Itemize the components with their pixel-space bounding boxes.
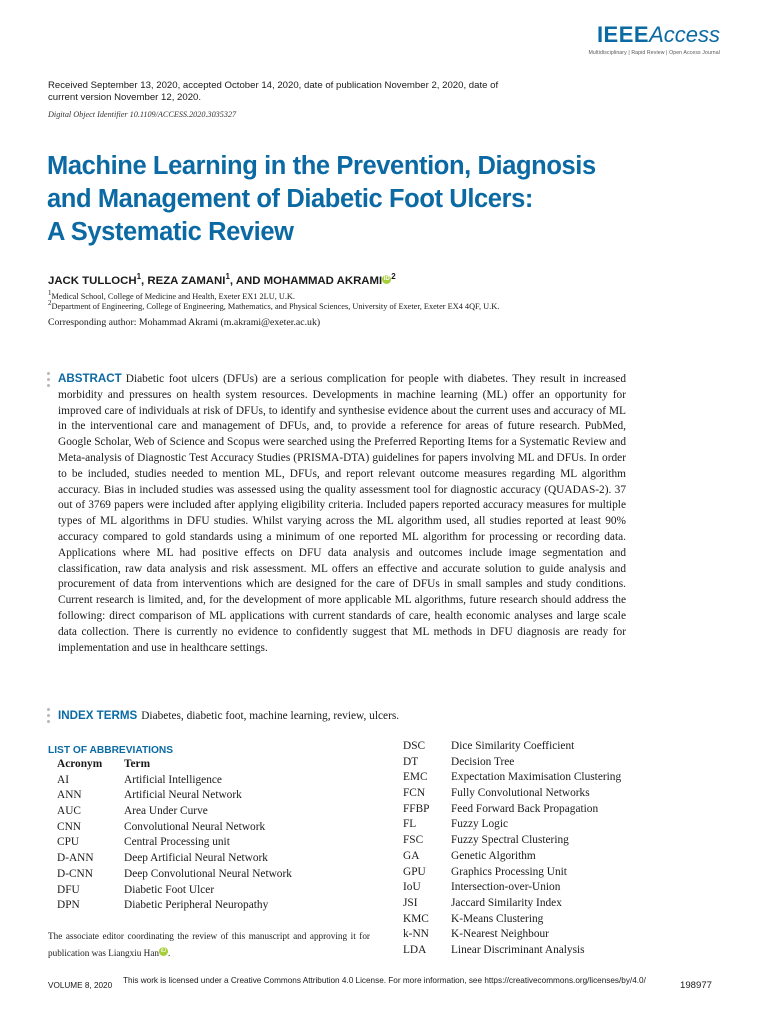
abbreviation-acronym: GA xyxy=(403,849,420,862)
abbreviation-row xyxy=(403,802,621,818)
abbreviation-term: Diabetic Peripheral Neuropathy xyxy=(124,899,269,912)
abbreviation-acronym: FCN xyxy=(403,787,426,800)
abbreviation-term: Area Under Curve xyxy=(124,805,208,818)
affiliation-2 xyxy=(48,300,499,311)
journal-brand xyxy=(589,24,721,46)
author-1-affiliation: 1 xyxy=(136,272,142,281)
abbreviation-term: Convolutional Neural Network xyxy=(124,820,266,833)
volume-info: VOLUME 8, 2020 xyxy=(48,981,113,990)
abbreviation-acronym: k-NN xyxy=(403,928,429,941)
abbreviation-acronym: DPN xyxy=(57,899,80,912)
paper-title xyxy=(47,150,667,249)
index-terms xyxy=(58,709,399,722)
journal-tagline: Multidisciplinary | Rapid Review | Open Access Journal xyxy=(588,50,720,56)
abbreviation-row xyxy=(403,927,621,943)
abbreviation-row xyxy=(57,804,292,820)
abbreviation-acronym: D-ANN xyxy=(57,852,94,865)
abbreviation-term: Central Processing unit xyxy=(124,836,230,849)
doi[interactable]: Digital Object Identifier 10.1109/ACCESS.2020.3035327 xyxy=(48,110,237,119)
index-terms-dots-icon xyxy=(47,708,51,726)
abbreviations-table-right xyxy=(403,739,621,959)
abbreviation-acronym: JSI xyxy=(403,896,418,909)
abbreviation-term: Graphics Processing Unit xyxy=(451,865,567,878)
abbreviation-term: Jaccard Similarity Index xyxy=(451,896,562,909)
author-2: REZA ZAMANI xyxy=(147,274,226,287)
abbreviation-row xyxy=(57,851,292,867)
abbreviation-term: Genetic Algorithm xyxy=(451,849,536,862)
abbreviation-term: Deep Convolutional Neural Network xyxy=(124,867,292,880)
journal-brand-italic: Access xyxy=(649,22,720,47)
abbreviations-table-left xyxy=(57,757,292,914)
abbreviation-acronym: LDA xyxy=(403,943,427,956)
abbreviation-row xyxy=(403,943,621,959)
abstract-text: Diabetic foot ulcers (DFUs) are a serious complication for people with diabetes. They result in increased morbidity and pressures on health system resources. Developments in machine learning (ML) offer an opportunity for improved care of individuals at risk of DFUs, to identify and synthesise evidence about the current uses and accuracy of ML in the interventional care and management of DFUs, and, to provide a reference for areas of future research. PubMed, Google Scholar, Web of Science and Scopus were searched using the Preferred Reporting Items for a Systematic Review and Meta-analysis of Diagnostic Test Accuracy Studies (PRISMA-DTA) guidelines for papers involving ML and DFUs. In order to be included, studies needed to mention ML, DFUs, and report relevant outcome measures regarding ML algorithm accuracy. Bias in included studies was assessed using the quality assessment tool for diagnostic accuracy (QUADAS-2). 37 out of 3769 papers were included after applying eligibility criteria. Included papers reported accuracy measures for multiple types of ML algorithms in DFU studies. Whilst varying across the ML algorithm used, all studies reported at least 90% accuracy compared to gold standards using a minimum of one reported ML algorithm for processing or recording data. Applications where ML had positive effects on DFU data analysis and outcomes include image segmentation and classification, raw data analysis and risk assessment. ML offers an effective and accurate solution to guide analysis and procurement of data from interventions which are designed for the care of DFUs in small samples and study conditions. Current research is limited, and, for the development of more applicable ML algorithms, future research should address the following: direct comparison of ML applications with current standards of care, health economic analyses and large scale data collection. There is currently no evidence to confidently suggest that ML methods in DFU diagnosis are ready for implementation and use in healthcare settings. xyxy=(58,373,626,654)
abbreviation-acronym: IoU xyxy=(403,881,421,894)
abbreviation-acronym: FFBP xyxy=(403,802,430,815)
orcid-icon[interactable]: iD xyxy=(160,948,167,954)
abbreviations-heading: LIST OF ABBREVIATIONS xyxy=(48,745,174,756)
editor-footnote xyxy=(48,928,370,962)
editor-footnote-text: The associate editor coordinating the review of this manuscript and approving it for publication was Liangxiu Han xyxy=(48,931,370,958)
abbreviation-acronym: DT xyxy=(403,755,419,768)
column-header-term: Term xyxy=(124,758,151,770)
abbreviation-term: Fuzzy Spectral Clustering xyxy=(451,834,569,847)
abstract-label: ABSTRACT xyxy=(58,372,122,385)
abbreviation-row xyxy=(403,896,621,912)
abbreviation-acronym: AUC xyxy=(57,805,81,818)
abbreviation-row xyxy=(403,865,621,881)
abbreviation-row xyxy=(57,820,292,836)
abbreviation-term: Intersection-over-Union xyxy=(451,881,561,894)
abbreviation-acronym: GPU xyxy=(403,865,426,878)
affiliation-2-number: 2 xyxy=(48,300,52,307)
abstract xyxy=(58,371,626,656)
abbreviation-row xyxy=(57,867,292,883)
abbreviations-header-row xyxy=(57,757,292,773)
editor-footnote-end: . xyxy=(168,948,171,958)
abbreviation-row xyxy=(57,883,292,899)
abstract-dots-icon xyxy=(47,372,51,390)
title-line-2: and Management of Diabetic Foot Ulcers: xyxy=(47,185,533,213)
abbreviation-term: Feed Forward Back Propagation xyxy=(451,802,599,815)
abbreviation-acronym: FL xyxy=(403,818,417,831)
abbreviation-term: K-Nearest Neighbour xyxy=(451,928,549,941)
abbreviation-row xyxy=(403,739,621,755)
abbreviation-row xyxy=(403,849,621,865)
author-3: AND MOHAMMAD AKRAMI xyxy=(235,274,383,287)
abbreviation-row xyxy=(403,912,621,928)
corresponding-author: Corresponding author: Mohammad Akrami (m.akrami@exeter.ac.uk) xyxy=(48,317,321,328)
abbreviation-row xyxy=(403,755,621,771)
abbreviation-term: Decision Tree xyxy=(451,755,515,768)
abbreviation-acronym: KMC xyxy=(403,912,429,925)
column-header-acronym: Acronym xyxy=(57,758,103,770)
affiliation-2-text: Department of Engineering, College of Engineering, Mathematics, and Physical Sciences, University of Exeter, Exeter EX4 4QF, U.K. xyxy=(51,301,500,311)
author-3-affiliation: 2 xyxy=(391,272,396,281)
abbreviation-acronym: D-CNN xyxy=(57,867,93,880)
author-1: JACK TULLOCH xyxy=(48,274,137,287)
abbreviation-term: Fully Convolutional Networks xyxy=(451,787,590,800)
affiliation-1-number: 1 xyxy=(48,290,52,297)
abbreviation-row xyxy=(403,817,621,833)
journal-brand-bold: IEEE xyxy=(596,22,650,47)
abbreviation-row xyxy=(403,786,621,802)
title-line-1: Machine Learning in the Prevention, Diagnosis xyxy=(47,152,596,180)
abbreviation-term: Artificial Intelligence xyxy=(124,773,222,786)
abbreviation-row xyxy=(403,833,621,849)
abbreviation-term: K-Means Clustering xyxy=(451,912,544,925)
orcid-icon[interactable]: iD xyxy=(383,275,390,282)
abbreviation-row xyxy=(57,898,292,914)
abbreviation-row xyxy=(403,770,621,786)
abbreviation-acronym: ANN xyxy=(57,789,82,802)
abbreviation-row xyxy=(57,773,292,789)
title-line-3: A Systematic Review xyxy=(47,218,294,246)
license-notice[interactable]: This work is licensed under a Creative Commons Attribution 4.0 License. For more information, see https://creativecommons.org/licenses/by/4.0/ xyxy=(123,976,646,985)
abbreviation-term: Expectation Maximisation Clustering xyxy=(451,771,622,784)
abbreviation-term: Linear Discriminant Analysis xyxy=(451,943,585,956)
author-list: JACK TULLOCH$^1$, REZA ZAMANI$^1$, AND MOHAMMAD AKRAMI iD $^2$ xyxy=(48,272,396,287)
abbreviation-row xyxy=(403,880,621,896)
abbreviation-row xyxy=(57,788,292,804)
abbreviation-term: Artificial Neural Network xyxy=(124,789,242,802)
abbreviation-acronym: AI xyxy=(57,773,69,786)
abbreviation-acronym: FSC xyxy=(403,834,424,847)
abbreviation-acronym: CPU xyxy=(57,836,80,849)
index-terms-text: Diabetes, diabetic foot, machine learning, review, ulcers. xyxy=(141,710,400,722)
abbreviation-acronym: EMC xyxy=(403,771,428,784)
author-2-affiliation: 1 xyxy=(225,272,230,281)
abbreviation-term: Dice Similarity Coefficient xyxy=(451,740,575,752)
page-number: 198977 xyxy=(679,980,712,991)
received-dates: Received September 13, 2020, accepted October 14, 2020, date of publication November 2, 2020, date of current version November 12, 2020. xyxy=(48,80,499,103)
abbreviation-acronym: DFU xyxy=(57,883,80,896)
affiliation-1-text: Medical School, College of Medicine and Health, Exeter EX1 2LU, U.K. xyxy=(51,291,295,301)
index-terms-label: INDEX TERMS xyxy=(58,709,138,722)
journal-logo xyxy=(589,24,721,56)
abbreviation-term: Diabetic Foot Ulcer xyxy=(124,883,215,896)
abbreviation-acronym: DSC xyxy=(403,740,426,752)
abbreviation-row xyxy=(57,835,292,851)
abbreviation-term: Fuzzy Logic xyxy=(451,818,509,831)
abbreviation-term: Deep Artificial Neural Network xyxy=(124,852,268,865)
abbreviation-acronym: CNN xyxy=(57,820,81,833)
